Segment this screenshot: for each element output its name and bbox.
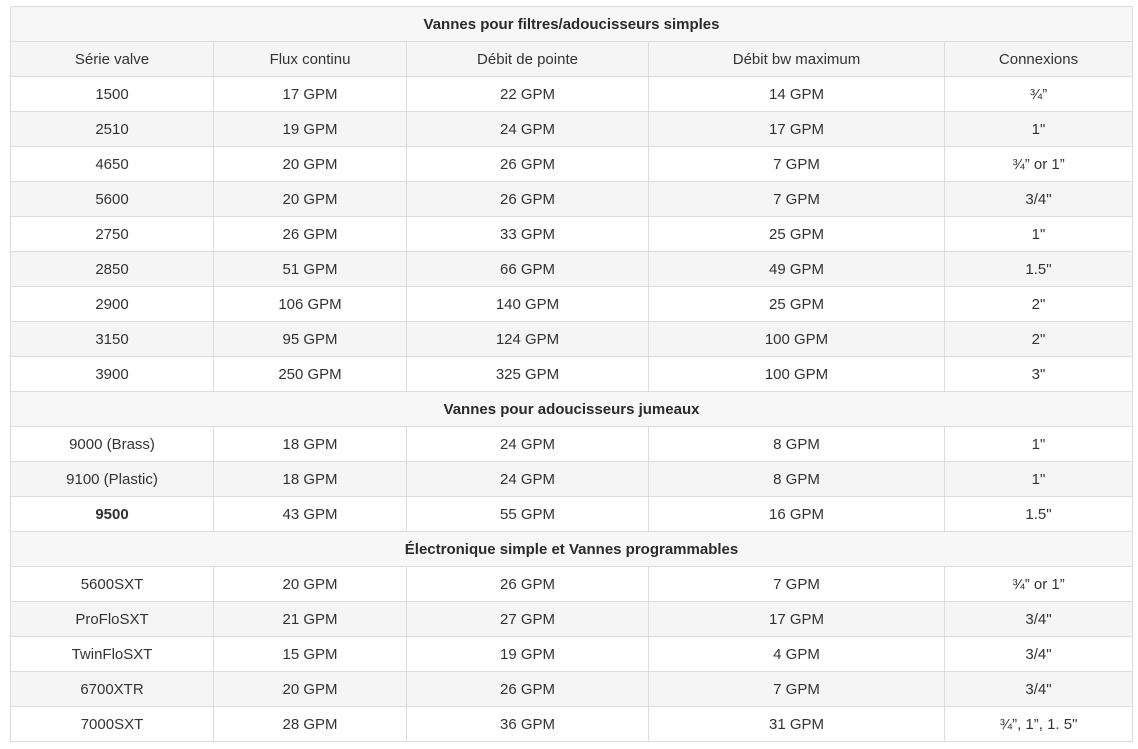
section-row (11, 392, 1133, 427)
cell-pointe: 27 GPM (407, 602, 649, 637)
cell-connexions: 1" (945, 427, 1133, 462)
table-row (11, 637, 1133, 672)
cell-connexions: 1" (945, 462, 1133, 497)
table-row (11, 602, 1133, 637)
cell-flux: 17 GPM (214, 77, 407, 112)
cell-bw: 8 GPM (649, 427, 945, 462)
table-row (11, 497, 1133, 532)
column-header-row (11, 42, 1133, 77)
cell-pointe: 33 GPM (407, 217, 649, 252)
cell-serie: 5600 (11, 182, 214, 217)
cell-bw: 31 GPM (649, 707, 945, 742)
table-row (11, 462, 1133, 497)
table-row (11, 427, 1133, 462)
cell-connexions: 1" (945, 112, 1133, 147)
cell-flux: 106 GPM (214, 287, 407, 322)
cell-bw: 8 GPM (649, 462, 945, 497)
table-row (11, 357, 1133, 392)
cell-pointe: 66 GPM (407, 252, 649, 287)
table-row (11, 217, 1133, 252)
cell-pointe: 325 GPM (407, 357, 649, 392)
cell-flux: 18 GPM (214, 427, 407, 462)
cell-flux: 20 GPM (214, 567, 407, 602)
table-row (11, 147, 1133, 182)
cell-flux: 20 GPM (214, 672, 407, 707)
cell-flux: 20 GPM (214, 147, 407, 182)
cell-connexions: ¾” (945, 77, 1133, 112)
cell-flux: 26 GPM (214, 217, 407, 252)
table-row (11, 672, 1133, 707)
cell-connexions: 1" (945, 217, 1133, 252)
header-connexions: Connexions (945, 42, 1133, 77)
cell-serie: 5600SXT (11, 567, 214, 602)
cell-flux: 28 GPM (214, 707, 407, 742)
cell-serie: 6700XTR (11, 672, 214, 707)
cell-pointe: 26 GPM (407, 672, 649, 707)
cell-bw: 100 GPM (649, 357, 945, 392)
cell-bw: 7 GPM (649, 147, 945, 182)
table-row (11, 112, 1133, 147)
cell-pointe: 124 GPM (407, 322, 649, 357)
cell-serie: 2850 (11, 252, 214, 287)
cell-bw: 100 GPM (649, 322, 945, 357)
table-row (11, 287, 1133, 322)
table-row (11, 252, 1133, 287)
cell-flux: 43 GPM (214, 497, 407, 532)
cell-connexions: 1.5" (945, 252, 1133, 287)
cell-pointe: 24 GPM (407, 427, 649, 462)
section-title: Électronique simple et Vannes programmables (11, 532, 1133, 567)
cell-flux: 51 GPM (214, 252, 407, 287)
cell-flux: 20 GPM (214, 182, 407, 217)
table-row (11, 707, 1133, 742)
cell-pointe: 26 GPM (407, 147, 649, 182)
cell-connexions: 3" (945, 357, 1133, 392)
cell-flux: 15 GPM (214, 637, 407, 672)
table-row (11, 77, 1133, 112)
header-bw: Débit bw maximum (649, 42, 945, 77)
cell-serie: 3900 (11, 357, 214, 392)
cell-serie: 4650 (11, 147, 214, 182)
cell-serie: 9000 (Brass) (11, 427, 214, 462)
cell-connexions: ¾” or 1” (945, 567, 1133, 602)
cell-serie: 3150 (11, 322, 214, 357)
cell-flux: 21 GPM (214, 602, 407, 637)
cell-flux: 18 GPM (214, 462, 407, 497)
cell-connexions: ¾” or 1” (945, 147, 1133, 182)
cell-serie: 1500 (11, 77, 214, 112)
cell-flux: 19 GPM (214, 112, 407, 147)
cell-serie: 9500 (11, 497, 214, 532)
cell-connexions: 2" (945, 287, 1133, 322)
cell-bw: 16 GPM (649, 497, 945, 532)
cell-bw: 17 GPM (649, 602, 945, 637)
section-title: Vannes pour adoucisseurs jumeaux (11, 392, 1133, 427)
cell-connexions: 3/4" (945, 182, 1133, 217)
cell-bw: 49 GPM (649, 252, 945, 287)
valve-spec-table (10, 6, 1133, 742)
valve-spec-table-container (10, 6, 1132, 742)
cell-connexions: 3/4" (945, 672, 1133, 707)
header-pointe: Débit de pointe (407, 42, 649, 77)
cell-pointe: 36 GPM (407, 707, 649, 742)
cell-bw: 25 GPM (649, 287, 945, 322)
section-title: Vannes pour filtres/adoucisseurs simples (11, 7, 1133, 42)
cell-pointe: 24 GPM (407, 462, 649, 497)
cell-serie: TwinFloSXT (11, 637, 214, 672)
cell-pointe: 55 GPM (407, 497, 649, 532)
cell-pointe: 19 GPM (407, 637, 649, 672)
cell-connexions: 3/4" (945, 602, 1133, 637)
cell-pointe: 22 GPM (407, 77, 649, 112)
cell-connexions: ¾”, 1”, 1. 5" (945, 707, 1133, 742)
table-row (11, 322, 1133, 357)
cell-bw: 14 GPM (649, 77, 945, 112)
cell-bw: 17 GPM (649, 112, 945, 147)
cell-serie: 7000SXT (11, 707, 214, 742)
cell-pointe: 24 GPM (407, 112, 649, 147)
cell-connexions: 2" (945, 322, 1133, 357)
cell-connexions: 3/4" (945, 637, 1133, 672)
cell-serie: 2750 (11, 217, 214, 252)
cell-pointe: 26 GPM (407, 567, 649, 602)
cell-serie: 9100 (Plastic) (11, 462, 214, 497)
cell-pointe: 26 GPM (407, 182, 649, 217)
cell-bw: 7 GPM (649, 182, 945, 217)
section-row (11, 532, 1133, 567)
cell-connexions: 1.5" (945, 497, 1133, 532)
cell-bw: 7 GPM (649, 672, 945, 707)
header-serie: Série valve (11, 42, 214, 77)
cell-pointe: 140 GPM (407, 287, 649, 322)
table-row (11, 567, 1133, 602)
cell-flux: 250 GPM (214, 357, 407, 392)
cell-flux: 95 GPM (214, 322, 407, 357)
cell-bw: 25 GPM (649, 217, 945, 252)
header-flux: Flux continu (214, 42, 407, 77)
cell-serie: ProFloSXT (11, 602, 214, 637)
cell-serie: 2900 (11, 287, 214, 322)
cell-bw: 4 GPM (649, 637, 945, 672)
cell-serie: 2510 (11, 112, 214, 147)
cell-bw: 7 GPM (649, 567, 945, 602)
table-row (11, 182, 1133, 217)
section-row (11, 7, 1133, 42)
